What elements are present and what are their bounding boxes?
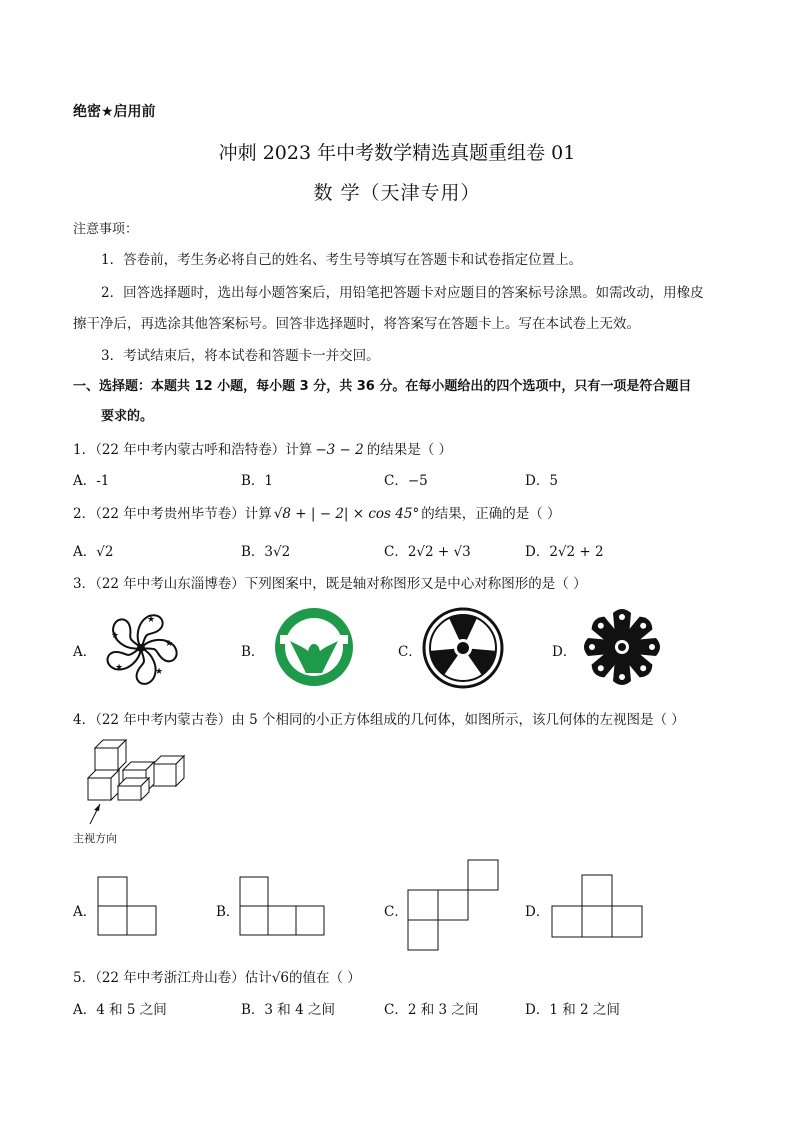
section-heading: 一、选择题：本题共 12 小题，每小题 3 分，共 36 分。在每小题给出的四个选项中，只有一项是符合题目 — [73, 379, 692, 394]
q1-stem-prefix: 1．（22 年中考内蒙古呼和浩特卷）计算 — [73, 442, 313, 458]
q1-option-c: C．−5 — [384, 473, 428, 489]
svg-text:★: ★ — [165, 639, 174, 649]
green-food-logo-icon — [272, 607, 356, 687]
confidential-mark: 绝密★启用前 — [73, 104, 156, 120]
q4-option-b: B． — [216, 904, 240, 920]
bauhinia-flower-icon — [97, 608, 185, 688]
q1-math: −3 − 2 — [315, 442, 364, 458]
note-item-3: 3．考试结束后，将本试卷和答题卡一并交回。 — [101, 348, 380, 364]
question-4-stem: 4．（22 年中考内蒙古卷）由 5 个相同的小正方体组成的几何体，如图所示，该几何体的左视图是（ ） — [73, 712, 685, 728]
q2-option-a: A．√2 — [73, 544, 114, 560]
q4-option-c: C． — [384, 904, 408, 920]
q3-option-a: A． — [73, 644, 97, 660]
q2-stem-suffix: 的结果，正确的是（ ） — [421, 506, 561, 522]
q4-view-d — [552, 875, 646, 939]
question-1-stem — [73, 438, 452, 458]
q1-option-b: B．1 — [241, 473, 274, 489]
svg-text:★: ★ — [111, 631, 120, 641]
q4-option-d: D． — [525, 904, 550, 920]
notes-heading: 注意事项： — [73, 222, 139, 237]
q2-stem-prefix: 2．（22 年中考贵州毕节卷）计算 — [73, 506, 272, 522]
question-2-stem — [73, 502, 561, 522]
radiation-symbol-icon — [421, 607, 505, 689]
q4-view-a — [98, 877, 158, 937]
view-direction-label: 主视方向 — [73, 832, 117, 845]
q5-option-c: C．2 和 3 之间 — [384, 1002, 479, 1018]
q4-view-b — [240, 877, 328, 937]
exam-title: 冲刺 2023 年中考数学精选真题重组卷 01 — [218, 142, 576, 164]
q2-math: √8 + | − 2| × cos 45° — [273, 506, 420, 522]
section-heading-cont: 要求的。 — [101, 409, 154, 424]
exam-subtitle: 数 学（天津专用） — [313, 182, 481, 204]
q4-view-c — [408, 860, 502, 954]
question-5-stem: 5．（22 年中考浙江舟山卷）估计√6的值在（ ） — [73, 970, 361, 986]
svg-text:★: ★ — [147, 615, 156, 625]
note-item-1: 1．答卷前，考生务必将自己的姓名、考生号等填写在答题卡和试卷指定位置上。 — [101, 252, 583, 268]
q2-option-c: C．2√2 + √3 — [384, 544, 471, 560]
q5-option-d: D．1 和 2 之间 — [525, 1002, 620, 1018]
q3-option-c: C． — [398, 644, 422, 660]
q1-stem-suffix: 的结果是（ ） — [366, 442, 452, 458]
q3-option-d: D． — [552, 644, 577, 660]
q5-option-b: B．3 和 4 之间 — [241, 1002, 335, 1018]
q2-option-d: D．2√2 + 2 — [525, 544, 604, 560]
question-3-stem: 3．（22 年中考山东淄博卷）下列图案中，既是轴对称图形又是中心对称图形的是（ ） — [73, 576, 587, 592]
flower-crest-icon — [580, 605, 664, 689]
q2-option-b: B．3√2 — [241, 544, 291, 560]
q1-option-a: A．-1 — [73, 473, 110, 489]
q1-option-d: D．5 — [525, 473, 558, 489]
cube-solid-figure — [80, 740, 190, 830]
svg-text:★: ★ — [155, 667, 164, 677]
note-item-2-cont: 擦干净后，再选涂其他答案标号。回答非选择题时，将答案写在答题卡上。写在本试卷上无效。 — [73, 316, 640, 332]
svg-text:★: ★ — [115, 663, 124, 673]
note-item-2: 2．回答选择题时，选出每小题答案后，用铅笔把答题卡对应题目的答案标号涂黑。如需改动，用橡皮 — [101, 285, 704, 301]
q4-option-a: A． — [73, 904, 97, 920]
q5-option-a: A．4 和 5 之间 — [73, 1002, 167, 1018]
q3-option-b: B． — [241, 644, 265, 660]
